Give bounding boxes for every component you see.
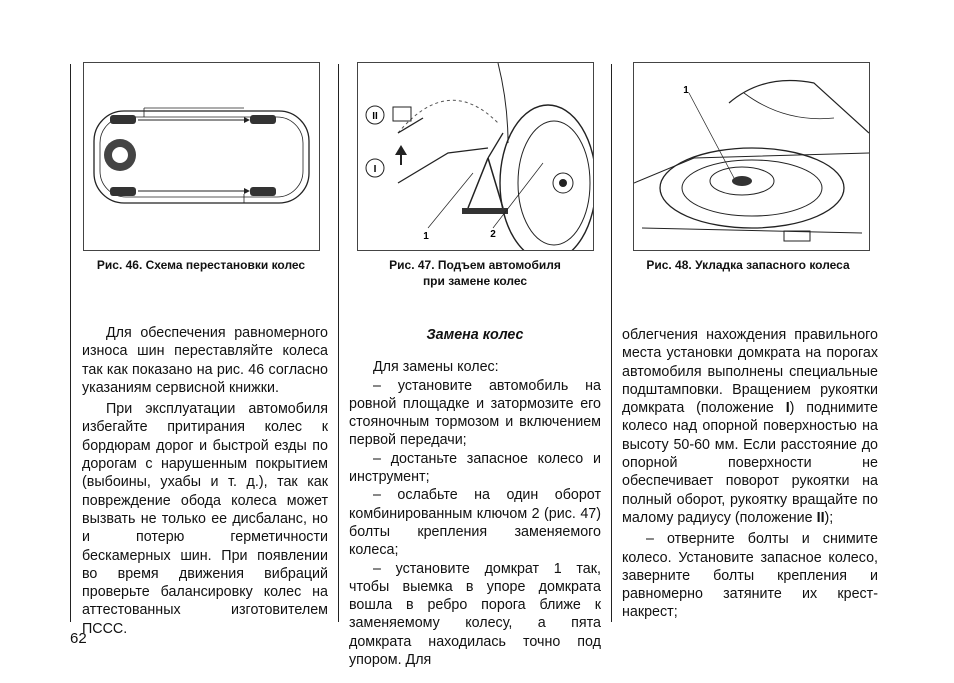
column-rule-2 xyxy=(338,64,339,622)
col2-item-4: – установите домкрат 1 так, чтобы выемка в упоре домкрата вошла в ребро порога ближе к заменяемому колесу, а пята домкрата находилась точно под упором. Для xyxy=(349,560,601,669)
fig47-label-pos1: I xyxy=(373,164,377,175)
col1-paragraph-1: Для обеспечения равномерного износа шин переставляйте колеса так как показано на рис. 46 согласно указаниям сервисной книжки. xyxy=(82,325,328,396)
col1-paragraph-2: При эксплуатации автомобиля избегайте притирания колес к бордюрам дорог и быстрой езды по дорогам с нарушенным покрытием (выбоины, ухабы и т. д.), так как повреждение обода колеса может вызвать не только ее дисбаланс, но и потерю герметичности бескамерных шин. При появлении во время движения вибраций проверьте балансировку колес на аттестованных изготовителем ПССС. xyxy=(82,401,328,637)
figure-48-caption-text: Рис. 48. Укладка запасного колеса xyxy=(646,258,850,272)
column-1-text xyxy=(82,324,328,638)
col3-p1-a: облегчения нахождения правильного места установки домкрата на порогах автомобиля выполнены специальные подштамповки. Вращением рукоятки домкрата (положение xyxy=(622,327,878,417)
fig48-callout-1: 1 xyxy=(683,85,689,96)
page-number: 62 xyxy=(70,630,87,647)
col2-item-2: – достаньте запасное колесо и инструмент; xyxy=(349,450,601,486)
figure-47-image xyxy=(357,62,594,251)
column-2-text xyxy=(349,326,601,669)
col2-item-1: – установите автомобиль на ровной площадке и затормозите его стояночным тормозом и включением первой передачи; xyxy=(349,377,601,449)
figure-46-image xyxy=(83,62,320,251)
col2-item-3: – ослабьте на один оборот комбинированным ключом 2 (рис. 47) болты крепления заменяемого колеса; xyxy=(349,487,601,559)
col3-paragraph-2: – отверните болты и снимите колесо. Установите запасное колесо, заверните болты крепления и равномерно затяните их крест-накрест; xyxy=(622,531,878,621)
figure-47-caption xyxy=(343,257,607,289)
section-heading: Замена колес xyxy=(426,327,524,343)
figure-47-caption-line2: при замене колес xyxy=(422,274,528,288)
col3-p1-d: II xyxy=(816,509,825,526)
fig47-label-pos2: II xyxy=(372,111,378,122)
column-rule-1 xyxy=(70,64,71,622)
column-rule-3 xyxy=(611,64,612,622)
figure-48-caption xyxy=(617,257,879,273)
col3-p1-b: I xyxy=(785,400,790,417)
column-3-text xyxy=(622,326,878,622)
figure-46-caption xyxy=(70,257,332,273)
col3-p1-c: ) поднимите колесо над опорной поверхностью на высоту 50-60 мм. Если расстояние до опорной поверхности не обеспечивает поворот рукоятки на полный оборот, рукоятку вращайте по малому радиусу (положение xyxy=(622,400,878,526)
col2-intro: Для замены колес: xyxy=(373,359,499,376)
figure-46-caption-text: Рис. 46. Схема перестановки колес xyxy=(96,258,306,272)
fig47-callout-1: 1 xyxy=(423,231,429,242)
col3-p1-e: ); xyxy=(824,509,834,526)
fig47-callout-2: 2 xyxy=(490,229,496,240)
figure-48-image xyxy=(633,62,870,251)
col3-paragraph-1 xyxy=(622,326,878,527)
figure-47-caption-line1: Рис. 47. Подъем автомобиля xyxy=(389,258,561,272)
